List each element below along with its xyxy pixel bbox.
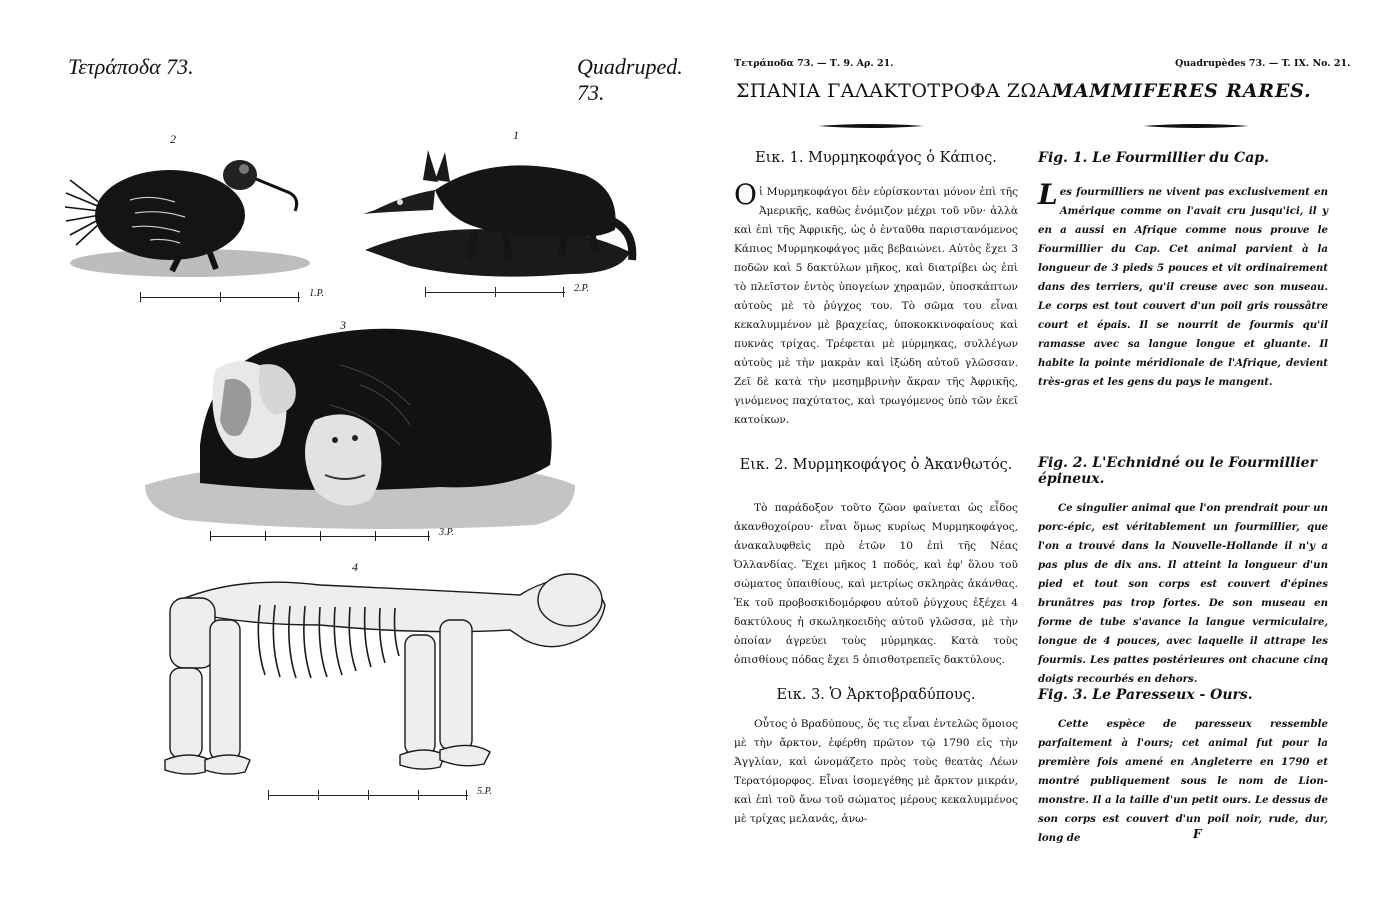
greek-heading-1: Εικ. 1. Μυρμηκοφάγος ὁ Κάπιος.	[755, 150, 997, 166]
french-body-2: Ce singulier animal que l'on prendrait pour un porc-épic, est véritablement un fourmillier, que l'on a trouvé dans la Nouvelle-Hollande il n'y a pas plus de dix ans. Il atteint la longueur d'un pied et tout son corps est couvert d'épines brunâtres pas trop fortes. De son museau en forme de tube s'avance la langue vermiculaire, longue de 4 pouces, avec laquelle il attrape les fourmis. Les pattes postérieures ont chacune cinq doigts recourbés en dehors.	[1038, 502, 1328, 685]
scale-bar-fig2: 1.P.	[140, 290, 300, 306]
french-section-3	[1038, 687, 1328, 703]
title-greek: ΣΠΑΝΙΑ ΓΑΛΑΚΤΟΤΡΟΦΑ ΖΩΑ.	[736, 80, 1058, 102]
greek-section-1	[734, 150, 1018, 166]
echidna-illustration	[60, 145, 320, 280]
french-heading-2: Fig. 2. L'Echnidné ou le Fourmillier épineux.	[1038, 455, 1317, 487]
greek-body-2-wrap	[734, 499, 1018, 670]
french-section-2	[1038, 455, 1328, 487]
scale-bar-fig1: 2.P.	[425, 285, 565, 301]
greek-dropcap-1: Ο	[734, 178, 757, 211]
greek-heading-3: Εικ. 3. Ὁ Ἀρκτοβραδύπους.	[776, 687, 976, 703]
french-dropcap-1: L	[1038, 178, 1058, 211]
french-body-3-wrap	[1038, 715, 1328, 848]
greek-body-1: ἱ Μυρμηκοφάγοι δὲν εὑρίσκονται μόνον ἐπὶ τῆς Ἀμερικῆς, καθὼς ἐνόμιζον μέχρι τοῦ νῦν· ἀλλὰ καὶ ἐπὶ τῆς Ἀφρικῆς, ὡς ὁ ἐνταῦθα παριστανόμενος Κάπιος Μυρμηκοφάγος μᾶς βεβαιώνει. Αὐτὸς ἔχει 3 ποδῶν καὶ 5 δακτύλων μῆκος, καὶ διατρίβει ὡς ἐπὶ τὸ πλεῖστον ἐντὸς ὑπογείων χηραμῶν, ὑποσκάπτων αὐτοὺς μὲ τὸ ῥύγχος του. Τὸ σῶμα του εἶναι κεκαλυμμένον μὲ βραχείας, ὑποκοκκινοφαίους καὶ πυκνὰς τρίχας. Τρέφεται μὲ μύρμηκας, συλλέγων αὐτοὺς μὲ τὴν μακρὰν καὶ ἰξώδη αὐτοῦ γλῶσσαν. Ζεῖ δὲ κατὰ τὴν μεσημβρινὴν ἄκραν τῆς Ἀφρικῆς, γινόμενος παχύτατος, καὶ τρωγόμενος ὑπὸ τῶν ἐκεῖ κατοίκων.	[734, 186, 1018, 426]
text-page	[716, 0, 1386, 904]
french-body-1-wrap	[1038, 178, 1328, 392]
greek-body-1-wrap	[734, 178, 1018, 430]
greek-body-3-wrap	[734, 715, 1018, 829]
fig-number-3: 3	[340, 318, 346, 332]
french-section-1	[1038, 150, 1328, 166]
greek-section-3	[734, 687, 1018, 703]
signature-mark: F	[1193, 827, 1202, 841]
plate-header-right: Quadruped. 73.	[577, 54, 683, 105]
fig-number-4: 4	[352, 560, 358, 574]
running-head-left: Τετράποδα 73. — Τ. 9. Αρ. 21.	[734, 58, 894, 69]
title-ornament-left	[816, 122, 926, 130]
fig-number-1: 1	[513, 128, 519, 142]
greek-body-3: Οὗτος ὁ Βραδύπους, ὅς τις εἶναι ἐντελῶς ὅμοιος μὲ τὴν ἄρκτον, ἐφέρθη πρῶτον τῷ 1790 εἰς τὴν Ἀγγλίαν, καὶ ὠνομάζετο πρὸς τοὺς θεατὰς Λέων Τερατόμορφος. Εἶναι ἰσομεγέθης μὲ ἄρκτον μικράν, καὶ ἐπὶ τοῦ ἄνω τοῦ σώματος μέρους κεκαλυμμένος μὲ τρίχας μελανάς, ἀνω-	[734, 718, 1018, 825]
fig-number-2: 2	[170, 132, 176, 146]
french-body-2-wrap	[1038, 499, 1328, 689]
french-body-3: Cette espèce de paresseux ressemble parfaitement à l'ours; cet animal fut pour la première fois amené en Angleterre en 1790 et montré publiquement sous le nom de Lion-monstre. Il a la taille d'un petit ours. Le dessus de son corps est couvert d'un poil noir, rude, dur, long de	[1038, 718, 1328, 844]
french-heading-1: Fig. 1. Le Fourmillier du Cap.	[1038, 150, 1269, 166]
cape-anteater-illustration	[355, 140, 640, 280]
skeleton-illustration	[150, 560, 620, 785]
scale-bar-fig3: 3.P.	[210, 529, 430, 545]
french-heading-3: Fig. 3. Le Paresseux - Ours.	[1038, 687, 1253, 703]
sloth-bear-illustration	[140, 325, 580, 530]
scale-bar-fig4: 5.P.	[268, 788, 468, 804]
title-french: MAMMIFERES RARES.	[1052, 80, 1312, 102]
greek-body-2: Τὸ παράδοξον τοῦτο ζῶον φαίνεται ὡς εἶδος ἀκανθοχοίρου· εἶναι ὅμως κυρίως Μυρμηκοφάγος, ἀνακαλυφθεὶς πρὸ ἐτῶν 10 ἐπὶ τῆς Νέας Ὀλλανδίας. Ἔχει μῆκος 1 ποδός, καὶ ἐφ' ὅλου τοῦ σώματος ὑπαιθίους, καὶ μετρίως σκληρὰς ἀκάνθας. Ἐκ τοῦ προβοσκιδομόρφου αὐτοῦ ῥύγχους ἐξέχει 4 δακτύλους ἡ σκωληκοειδὴς αὐτοῦ γλῶσσα, μὲ τὴν ὁποίαν ἀγρεύει τοὺς μύρμηκας. Κατὰ τοὺς ὀπισθίους πόδας ἔχει 5 ὀπισθοτρεπεῖς δακτύλους.	[734, 502, 1018, 666]
french-body-1: es fourmilliers ne vivent pas exclusivement en Amérique comme on l'avait cru jusqu'ici, il y en a aussi en Afrique comme nous prouve le Fourmillier du Cap. Cet animal parvient à la longueur de 3 pieds 5 pouces et vit ordinairement dans des terriers, qu'il creuse avec son museau. Le corps est tout couvert d'un poil gris roussâtre court et épais. Il se nourrit de fourmis qu'il ramasse avec sa langue longue et gluante. Il habite la pointe méridionale de l'Afrique, devient très-gras et les gens du pays le mangent.	[1038, 186, 1328, 388]
running-head-right: Quadrupèdes 73. — T. IX. No. 21.	[1175, 58, 1351, 69]
greek-section-2	[734, 457, 1018, 473]
greek-heading-2: Εικ. 2. Μυρμηκοφάγος ὁ Ἀκανθωτός.	[739, 457, 1013, 473]
title-ornament-right	[1141, 122, 1251, 130]
plate-header-left: Τετράποδα 73.	[68, 54, 194, 79]
